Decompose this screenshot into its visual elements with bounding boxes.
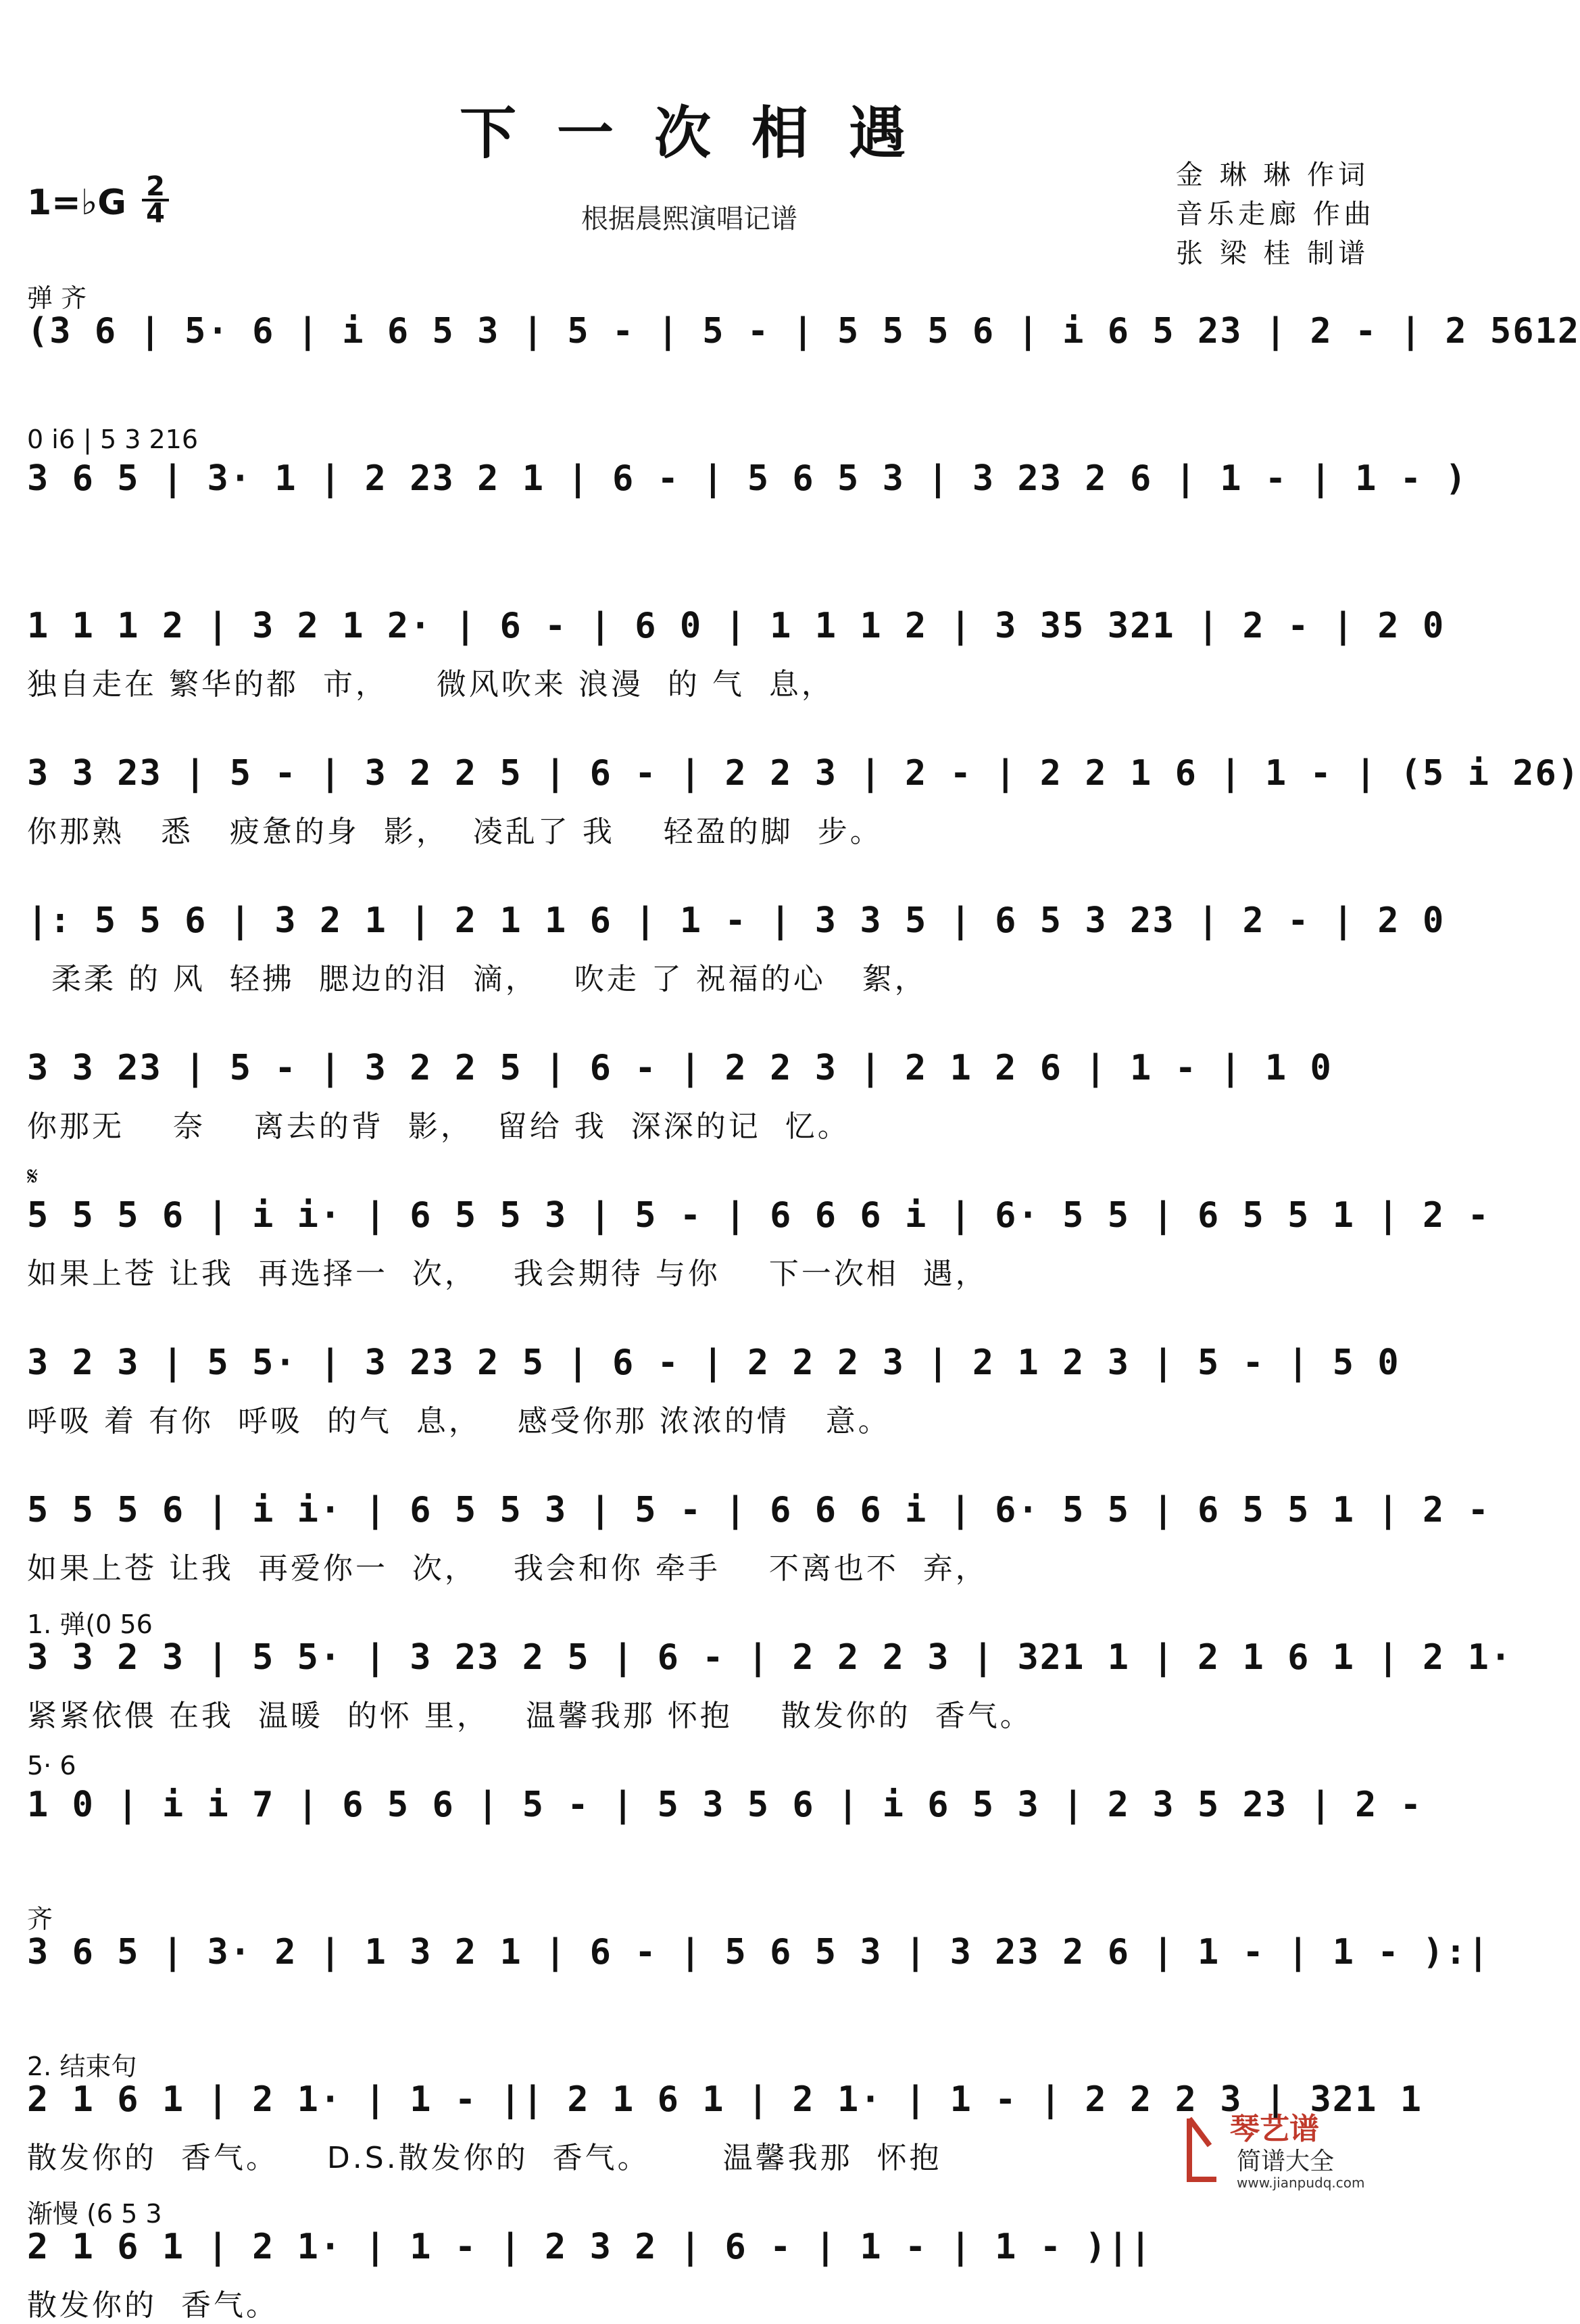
row-marks: 5· 6 <box>27 1751 76 1781</box>
watermark-name: 简谱大全 <box>1237 2148 1335 2175</box>
row-marks: 齐 <box>27 1904 53 1934</box>
row-notes: 3 3 23 | 5 - | 3 2 2 5 | 6 - | 2 2 3 | 2 1 2 6 | 1 - | 1 0 <box>27 1048 1333 1088</box>
time-top: 2 <box>146 171 165 202</box>
row-lyrics: 你那无 奈 离去的背 影， 留给 我 深深的记 忆。 <box>27 1109 850 1144</box>
row-notes: 3 2 3 | 5 5· | 3 23 2 5 | 6 - | 2 2 2 3 | 2 1 2 3 | 5 - | 5 0 <box>27 1342 1400 1383</box>
row-notes: 3 6 5 | 3· 2 | 1 3 2 1 | 6 - | 5 6 5 3 | 3 23 2 6 | 1 - | 1 - ):| <box>27 1932 1490 1972</box>
row-lyrics: 如果上苍 让我 再选择一 次， 我会期待 与你 下一次相 遇， <box>27 1257 988 1291</box>
time-signature <box>142 171 169 229</box>
watermark-brand: 琴艺谱 <box>1230 2112 1319 2146</box>
row-notes: 5 5 5 6 | i i· | 6 5 5 3 | 5 - | 6 6 6 i | 6· 5 5 | 6 5 5 1 | 2 - <box>27 1195 1490 1236</box>
row-notes: 5 5 5 6 | i i· | 6 5 5 3 | 5 - | 6 6 6 i | 6· 5 5 | 6 5 5 1 | 2 - <box>27 1490 1490 1530</box>
row-notes: 3 6 5 | 3· 1 | 2 23 2 1 | 6 - | 5 6 5 3 | 3 23 2 6 | 1 - | 1 - ) <box>27 458 1468 499</box>
row-lyrics: 散发你的 香气。 D.S.散发你的 香气。 温馨我那 怀抱 <box>27 2141 942 2175</box>
row-notes: 2 1 6 1 | 2 1· | 1 - | 2 3 2 | 6 - | 1 - | 1 - )|| <box>27 2227 1153 2267</box>
credits <box>1176 155 1375 273</box>
credit-composer: 音乐走廊 作曲 <box>1176 199 1375 230</box>
row-marks: 1. 弹(0 56 <box>27 1609 153 1639</box>
watermark-url: www.jianpudq.com <box>1237 2175 1365 2191</box>
subtitle: 根据晨熙演唱记谱 <box>581 203 797 235</box>
row-marks: 渐慢 (6 5 3 <box>27 2199 162 2229</box>
row-notes: 3 3 23 | 5 - | 3 2 2 5 | 6 - | 2 2 3 | 2 - | 2 2 1 6 | 1 - | (5 i 26) <box>27 753 1580 794</box>
page-title: 下一次相遇 <box>459 99 946 166</box>
time-bottom: 4 <box>142 199 169 226</box>
row-marks: 0 i6 | 5 3 216 <box>27 425 198 454</box>
row-notes: 1 0 | i i 7 | 6 5 6 | 5 - | 5 3 5 6 | i 6 5 3 | 2 3 5 23 | 2 - <box>27 1785 1423 1825</box>
row-marks: 𝄋 <box>27 1161 39 1191</box>
row-lyrics: 如果上苍 让我 再爱你一 次， 我会和你 牵手 不离也不 弃， <box>27 1551 988 1586</box>
row-notes: (3 6 | 5· 6 | i 6 5 3 | 5 - | 5 - | 5 5 5 6 | i 6 5 23 | 2 - | 2 5612 <box>27 311 1580 352</box>
row-lyrics: 独自走在 繁华的都 市， 微风吹来 浪漫 的 气 息， <box>27 667 834 702</box>
row-lyrics: 紧紧依偎 在我 温暖 的怀 里， 温馨我那 怀抱 散发你的 香气。 <box>27 1699 1033 1733</box>
row-notes: 1 1 1 2 | 3 2 1 2· | 6 - | 6 0 | 1 1 1 2 | 3 35 321 | 2 - | 2 0 <box>27 606 1446 646</box>
row-lyrics: 你那熟 悉 疲惫的身 影， 凌乱了 我 轻盈的脚 步。 <box>27 815 883 849</box>
row-lyrics: 散发你的 香气。 <box>27 2288 278 2323</box>
row-lyrics: 柔柔 的 风 轻拂 腮边的泪 滴， 吹走 了 祝福的心 絮， <box>27 962 927 996</box>
row-notes: 3 3 2 3 | 5 5· | 3 23 2 5 | 6 - | 2 2 2 3 | 321 1 | 2 1 6 1 | 2 1· <box>27 1637 1513 1678</box>
row-marks: 弹 齐 <box>27 283 87 313</box>
row-lyrics: 呼吸 着 有你 呼吸 的气 息， 感受你那 浓浓的情 意。 <box>27 1404 891 1438</box>
key-signature: 1=♭G <box>27 183 126 223</box>
watermark-logo <box>1176 2105 1379 2193</box>
credit-arranger: 张 梁 桂 制谱 <box>1176 238 1370 269</box>
row-notes: 2 1 6 1 | 2 1· | 1 - || 2 1 6 1 | 2 1· | 1 - | 2 2 2 3 | 321 1 <box>27 2079 1423 2120</box>
watermark-note-icon <box>1189 2119 1216 2179</box>
row-marks: 2. 结束句 <box>27 2052 137 2081</box>
row-notes: |: 5 5 6 | 3 2 1 | 2 1 1 6 | 1 - | 3 3 5 | 6 5 3 23 | 2 - | 2 0 <box>27 900 1446 941</box>
credit-lyricist: 金 琳 琳 作词 <box>1176 160 1370 191</box>
